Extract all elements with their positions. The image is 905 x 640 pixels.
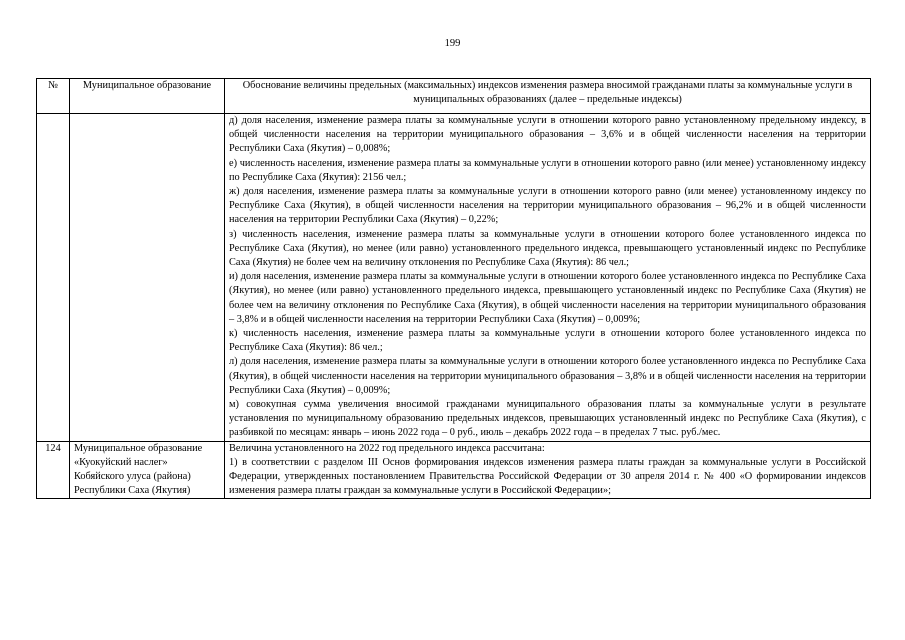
- page-number: 199: [444, 38, 461, 49]
- paragraph-z: з) численность населения, изменение размера платы за коммунальные услуги в отношении которого более установленного индекса по Республике Саха (Якутия), но менее (или равно) установленного предельного индекса, превышающего установленный индекс по Республике Саха (Якутия) не более чем на величину отклонения по Республике Саха (Якутия): 86 чел.;: [229, 228, 866, 269]
- table-row-continuation: [37, 114, 871, 442]
- header-number: №: [37, 79, 70, 114]
- row-124-justification-cell: [225, 441, 871, 499]
- continuation-justification-cell: [225, 114, 871, 442]
- paragraph-l: л) доля населения, изменение размера платы за коммунальные услуги в отношении которого более установленного индекса по Республике Саха (Якутия), в общей численности населения на территории муниципального образования – 3,8% и в общей численности населения на территории Республики Саха (Якутия) – 0,009%;: [229, 356, 866, 396]
- municipality-name: Муниципальное образование «Куокуйский наслег» Кобяйского улуса (района) Республики Саха (Якутия): [70, 441, 225, 499]
- paragraph-e: е) численность населения, изменение размера платы за коммунальные услуги в отношении которого равно (или менее) установленному индексу по Республике Саха (Якутия): 2156 чел.;: [229, 157, 866, 183]
- continuation-municipality-cell: [70, 114, 225, 442]
- table-row-124: [37, 441, 871, 499]
- table-header-row: [37, 79, 871, 114]
- row-number: 124: [37, 441, 70, 499]
- paragraph-d: д) доля населения, изменение размера платы за коммунальные услуги в отношении которого равно установленному предельному индексу, в общей численности населения на территории муниципального образования – 3,6% и в общей численности населения на территории Республики Саха (Якутия) – 0,008%;: [229, 115, 866, 155]
- row-124-item-1: 1) в соответствии с разделом III Основ формирования индексов изменения размера платы граждан за коммунальные услуги в Российской Федерации, утвержденных постановлением Правительства Российской Федерации от 30 апреля 2014 г. № 400 «О формировании индексов изменения размера платы граждан за коммунальные услуги в Российской Федерации»;: [229, 456, 866, 497]
- indices-table: [36, 78, 871, 499]
- paragraph-m: м) совокупная сумма увеличения вносимой гражданами муниципального образования платы за коммунальные услуги в результате установления по муниципальному образованию предельных индексов, превышающих установленный индекс по Республике Саха (Якутия), с разбивкой по месяцам: январь – июнь 2022 года – 0 руб., июль – декабрь 2022 года – в пределах 7 тыс. руб./мес.: [229, 399, 866, 439]
- paragraph-zh: ж) доля населения, изменение размера платы за коммунальные услуги в отношении которого равно (или менее) установленному индексу по Республике Саха (Якутия), в общей численности населения на территории муниципального образования – 96,2% и в общей численности населения на территории Республики Саха (Якутия) – 0,22%;: [229, 186, 866, 226]
- paragraph-i: и) доля населения, изменение размера платы за коммунальные услуги в отношении которого более установленного индекса по Республике Саха (Якутия), но менее (или равно) установленного предельного индекса, превышающего установленный индекс по Республике Саха (Якутия) не более чем на величину отклонения по Республике Саха (Якутия), в общей численности населения на территории муниципального образования – 3,8% и в общей численности населения на территории Республики Саха (Якутия) – 0,009%;: [229, 271, 866, 325]
- continuation-number-cell: [37, 114, 70, 442]
- header-justification: Обоснование величины предельных (максимальных) индексов изменения размера вносимой гражданами платы за коммунальные услуги в муниципальных образованиях (далее – предельные индексы): [225, 79, 871, 114]
- paragraph-k: к) численность населения, изменение размера платы за коммунальные услуги в отношении которого более установленного индекса по Республике Саха (Якутия): 86 чел.;: [229, 328, 866, 354]
- header-municipality: Муниципальное образование: [70, 79, 225, 114]
- row-124-intro: Величина установленного на 2022 год предельного индекса рассчитана:: [229, 442, 545, 454]
